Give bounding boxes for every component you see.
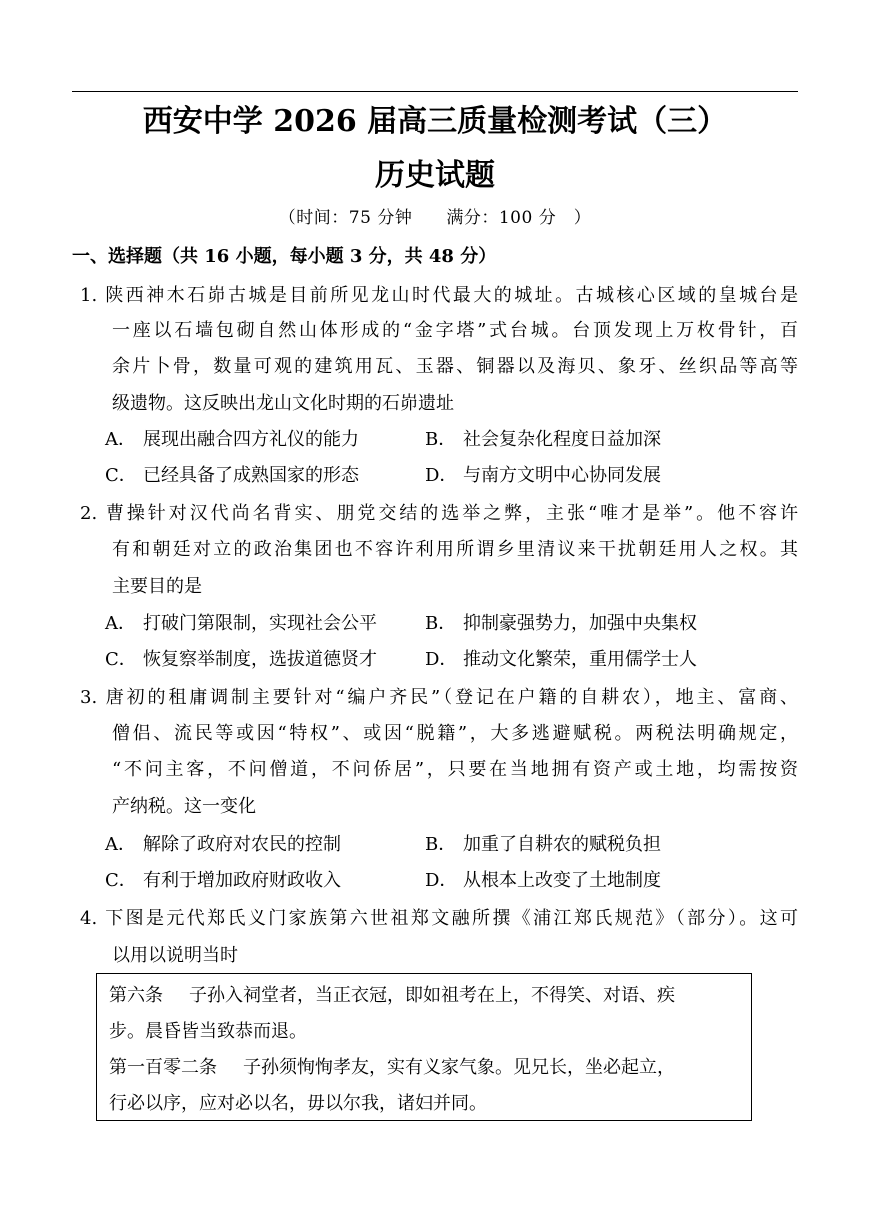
question-3-line-3: “不问主客，不问僧道，不问侨居”，只要在当地拥有资产或土地，均需按资 bbox=[112, 759, 798, 780]
quote-article-102 bbox=[109, 1055, 675, 1081]
question-3-option-c[interactable]: C． 有利于增加政府财政收入 bbox=[105, 870, 341, 891]
section-heading: 一、选择题（共 16 小题，每小题 3 分，共 48 分） bbox=[72, 246, 497, 267]
question-1-option-b[interactable]: B． 社会复杂化程度日益加深 bbox=[425, 429, 661, 450]
article-102-label: 第一百零二条 bbox=[109, 1057, 217, 1078]
question-2-option-d[interactable]: D． 推动文化繁荣，重用儒学士人 bbox=[425, 649, 697, 670]
header-rule bbox=[72, 91, 798, 92]
question-2-option-c[interactable]: C． 恢复察举制度，选拔道德贤才 bbox=[105, 649, 377, 670]
question-2-line-1: 2. 曹操针对汉代尚名背实、朋党交结的选举之弊，主张“唯才是举”。他不容许 bbox=[80, 503, 798, 524]
question-1-option-c[interactable]: C． 已经具备了成熟国家的形态 bbox=[105, 465, 359, 486]
question-3-option-b[interactable]: B． 加重了自耕农的赋税负担 bbox=[425, 834, 661, 855]
question-3-line-2: 僧侣、流民等或因“特权”、或因“脱籍”，大多逃避赋税。两税法明确规定， bbox=[112, 723, 798, 744]
question-3-line-1: 3. 唐初的租庸调制主要针对“编户齐民”（登记在户籍的自耕农），地主、富商、 bbox=[80, 687, 798, 708]
exam-title: 西安中学 2026 届高三质量检测考试（三） bbox=[142, 104, 728, 139]
question-1-option-d[interactable]: D． 与南方文明中心协同发展 bbox=[425, 465, 661, 486]
quote-article-102-cont: 行必以序，应对必以名，毋以尔我，诸妇并同。 bbox=[109, 1093, 487, 1114]
question-3-line-4: 产纳税。这一变化 bbox=[112, 796, 256, 817]
question-2-option-a[interactable]: A． 打破门第限制，实现社会公平 bbox=[105, 613, 377, 634]
question-1-option-a[interactable]: A． 展现出融合四方礼仪的能力 bbox=[105, 429, 359, 450]
question-1-line-2: 一座以石墙包砌自然山体形成的“金字塔”式台城。台顶发现上万枚骨针，百 bbox=[112, 320, 798, 341]
article-6-label: 第六条 bbox=[109, 985, 163, 1006]
question-2-line-3: 主要目的是 bbox=[112, 576, 202, 597]
question-3-option-a[interactable]: A． 解除了政府对农民的控制 bbox=[105, 834, 341, 855]
question-1-line-1: 1. 陕西神木石峁古城是目前所见龙山时代最大的城址。古城核心区域的皇城台是 bbox=[80, 285, 798, 306]
exam-meta bbox=[0, 206, 870, 230]
question-1-line-3: 余片卜骨，数量可观的建筑用瓦、玉器、铜器以及海贝、象牙、丝织品等高等 bbox=[112, 356, 798, 377]
question-2-option-b[interactable]: B． 抑制豪强势力，加强中央集权 bbox=[425, 613, 697, 634]
subject-title: 历史试题 bbox=[375, 158, 495, 193]
exam-score: 满分：100 分 ） bbox=[446, 208, 592, 228]
question-4-line-2: 以用以说明当时 bbox=[112, 945, 238, 966]
article-6-text: 子孙入祠堂者，当正衣冠，即如祖考在上，不得笑、对语、疾 bbox=[189, 985, 675, 1006]
exam-time: （时间：75 分钟 bbox=[278, 208, 413, 228]
question-2-line-2: 有和朝廷对立的政治集团也不容许利用所谓乡里清议来干扰朝廷用人之权。其 bbox=[112, 539, 798, 560]
question-4-line-1: 4. 下图是元代郑氏义门家族第六世祖郑文融所撰《浦江郑氏规范》（部分）。这可 bbox=[80, 908, 798, 929]
article-102-text: 子孙须恂恂孝友，实有义家气象。见兄长，坐必起立， bbox=[243, 1057, 675, 1078]
source-quote-box bbox=[96, 973, 752, 1121]
quote-article-6-cont: 步。晨昏皆当致恭而退。 bbox=[109, 1021, 307, 1042]
question-1-line-4: 级遗物。这反映出龙山文化时期的石峁遗址 bbox=[112, 393, 454, 414]
quote-article-6 bbox=[109, 983, 675, 1009]
question-3-option-d[interactable]: D． 从根本上改变了土地制度 bbox=[425, 870, 661, 891]
